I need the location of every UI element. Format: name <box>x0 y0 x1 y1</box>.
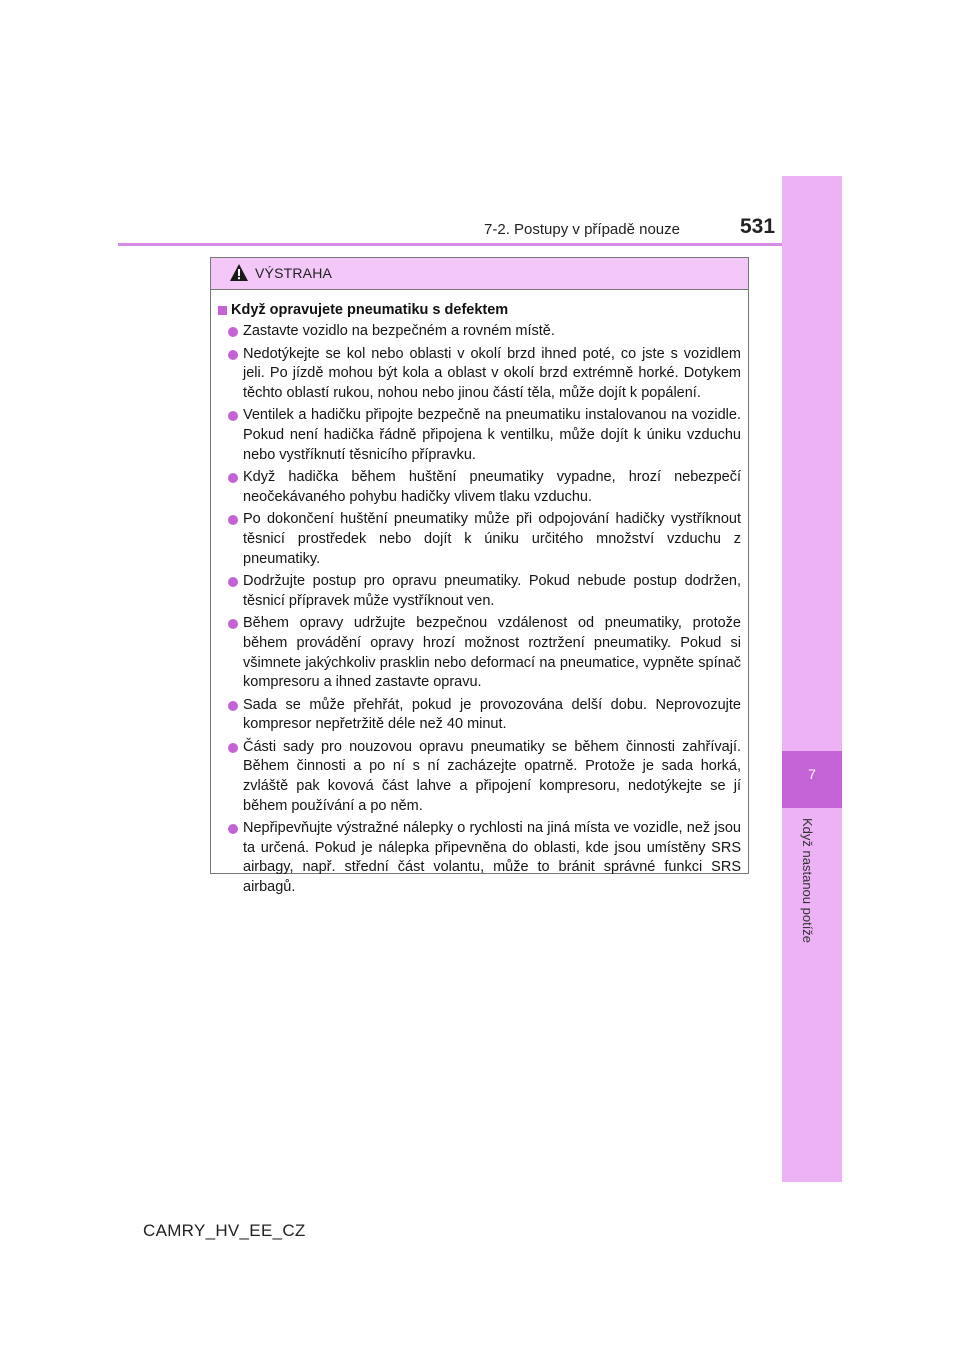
bullet-dot-icon <box>228 743 238 753</box>
page-number: 531 <box>740 215 776 238</box>
list-item <box>218 322 741 342</box>
bullet-dot-icon <box>228 473 238 483</box>
list-item-text: Nedotýkejte se kol nebo oblasti v okolí brzd ihned poté, co jste s vozidlem jeli. Po jízdě mohou být kola a oblast v okolí brzd extrémně horké. Dotykem těchto oblastí rukou, nohou nebo jinou částí těla, může dojít k popálení. <box>243 345 741 401</box>
bullet-dot-icon <box>228 577 238 587</box>
list-item-text: Zastavte vozidlo na bezpečném a rovném místě. <box>243 323 555 339</box>
document-code: CAMRY_HV_EE_CZ <box>143 1221 306 1240</box>
warning-body <box>211 290 748 898</box>
list-item-text: Ventilek a hadičku připojte bezpečně na pneumatiku instalovanou na vozidle. Pokud není hadička řádně připojena k ventilku, může dojít k úniku vzduchu nebo vystříknutí těsnicího přípravku. <box>243 407 741 463</box>
list-item <box>218 468 741 507</box>
square-bullet-icon <box>218 306 227 315</box>
warning-header <box>211 258 748 290</box>
bullet-dot-icon <box>228 350 238 360</box>
list-item <box>218 406 741 465</box>
warning-title: VÝSTRAHA <box>255 265 333 281</box>
chapter-title: Když nastanou potíže <box>800 818 815 944</box>
chapter-side-tab <box>782 176 842 1182</box>
bullet-dot-icon <box>228 701 238 711</box>
warning-box <box>210 257 749 896</box>
list-item-text: Dodržujte postup pro opravu pneumatiky. Pokud nebude postup dodržen, těsnicí přípravek může vystříknout ven. <box>243 573 741 609</box>
list-item-text: Nepřipevňujte výstražné nálepky o rychlosti na jiná místa ve vozidle, než jsou ta určená. Pokud je nálepka připevněna do oblasti, kde jsou umístěny SRS airbagy, např. střední část volantu, může to bránit správné funkci SRS airbagů. <box>243 820 741 896</box>
list-item-text: Sada se může přehřát, pokud je provozována delší dobu. Neprovozujte kompresor nepřetržitě déle než 40 minut. <box>243 696 741 733</box>
list-item <box>218 614 741 692</box>
bullet-dot-icon <box>228 411 238 421</box>
list-item-text: Během opravy udržujte bezpečnou vzdálenost od pneumatiky, protože během provádění opravy hrozí možnost roztržení pneumatiky. Pokud si všimnete jakýchkoliv prasklin nebo deformací na pneumatice, vypněte spínač kompresoru a ihned zastavte opravu. <box>243 615 741 691</box>
list-item <box>218 738 741 816</box>
header-rule <box>118 243 782 246</box>
bullet-dot-icon <box>228 824 238 834</box>
bullet-dot-icon <box>228 327 238 337</box>
warning-heading-text: Když opravujete pneumatiku s defektem <box>231 302 509 318</box>
list-item-text: Části sady pro nouzovou opravu pneumatiky se během činnosti zahřívají. Během činnosti a po ní s ní zacházejte opatrně. Protože je sada horká, zvláště pak kovová část lahve a připojení kompresoru, nedotýkejte se jí během používání a po něm. <box>243 738 741 814</box>
list-item-text: Když hadička během huštění pneumatiky vypadne, hrozí nebezpečí neočekávaného pohybu hadičky vlivem tlaku vzduchu. <box>243 469 741 505</box>
warning-triangle-icon <box>229 263 249 282</box>
chapter-number: 7 <box>808 766 816 782</box>
list-item <box>218 819 741 897</box>
section-title: 7-2. Postupy v případě nouze <box>484 221 680 238</box>
bullet-dot-icon <box>228 619 238 629</box>
list-item <box>218 345 741 404</box>
list-item <box>218 696 741 735</box>
list-item-text: Po dokončení huštění pneumatiky může při odpojování hadičky vystříknout těsnicí prostředek nebo dojít k úniku určitého množství vzduchu z pneumatiky. <box>243 511 741 567</box>
bullet-dot-icon <box>228 515 238 525</box>
list-item <box>218 510 741 569</box>
warning-subheading <box>218 302 741 318</box>
list-item <box>218 572 741 611</box>
